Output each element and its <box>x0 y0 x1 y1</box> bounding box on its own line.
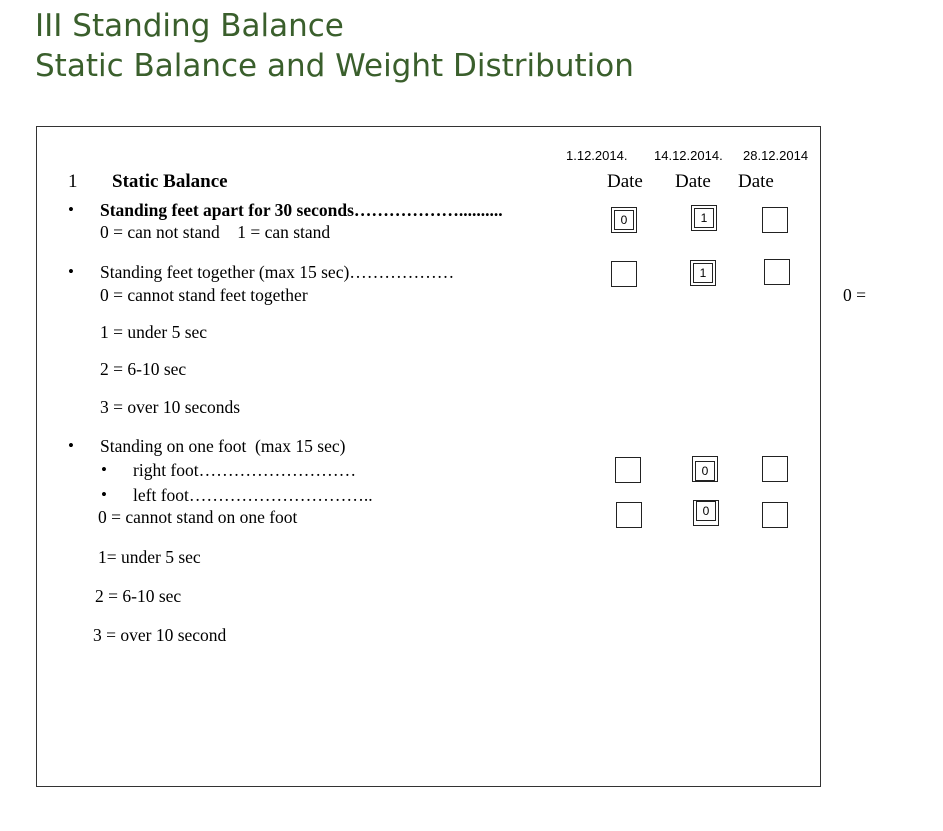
one-foot-scale-0: 0 = cannot stand on one foot <box>98 507 298 527</box>
bullet-feet-apart: • <box>68 200 74 219</box>
one-foot-scale-1: 1= under 5 sec <box>98 547 201 567</box>
score-value: 1 <box>694 208 714 228</box>
one-foot-scale-3: 3 = over 10 second <box>93 625 227 645</box>
feet-together-score-2[interactable] <box>690 260 716 286</box>
feet-together-score-1[interactable] <box>611 261 637 287</box>
date-value-3: 28.12.2014 <box>743 148 809 163</box>
one-foot-label: Standing on one foot (max 15 sec) <box>100 436 346 456</box>
date-value-2: 14.12.2014. <box>654 148 723 163</box>
score-value: 0 <box>696 501 716 521</box>
right-foot-score-1[interactable] <box>615 457 641 483</box>
feet-apart-score-3[interactable] <box>762 207 788 233</box>
right-foot-label: right foot……………………… <box>133 460 357 480</box>
left-foot-score-2[interactable] <box>693 500 719 526</box>
one-foot-scale-2: 2 = 6-10 sec <box>95 586 182 606</box>
left-foot-score-3[interactable] <box>762 502 788 528</box>
feet-together-scale-0: 0 = cannot stand feet together <box>100 285 308 305</box>
feet-together-label: Standing feet together (max 15 sec)……………… <box>100 262 455 282</box>
feet-apart-scale: 0 = can not stand 1 = can stand <box>100 222 331 242</box>
feet-together-scale-2: 2 = 6-10 sec <box>100 359 187 379</box>
feet-apart-score-1[interactable] <box>611 207 637 233</box>
page-title: III Standing Balance <box>35 8 344 44</box>
date-header-3: Date <box>738 171 774 192</box>
bullet-feet-together: • <box>68 262 74 281</box>
date-header-1: Date <box>607 171 643 192</box>
margin-note: 0 = <box>843 285 866 305</box>
score-value: 1 <box>693 263 713 283</box>
right-foot-score-2[interactable] <box>692 456 718 482</box>
feet-together-score-3[interactable] <box>764 259 790 285</box>
section-number: 1 <box>68 171 78 192</box>
feet-apart-label: Standing feet apart for 30 seconds……………….......... <box>100 200 503 220</box>
feet-apart-score-2[interactable] <box>691 205 717 231</box>
left-foot-score-1[interactable] <box>616 502 642 528</box>
date-value-1: 1.12.2014. <box>566 148 628 163</box>
score-value: 0 <box>614 210 634 230</box>
score-value: 0 <box>695 461 715 481</box>
bullet-one-foot: • <box>68 436 74 455</box>
section-title: Static Balance <box>112 171 228 192</box>
date-header-2: Date <box>675 171 711 192</box>
left-foot-label: left foot………………………….. <box>133 485 373 505</box>
bullet-right-foot: • <box>101 460 107 479</box>
feet-together-scale-3: 3 = over 10 seconds <box>100 397 241 417</box>
page-subtitle: Static Balance and Weight Distribution <box>35 48 634 84</box>
bullet-left-foot: • <box>101 485 107 504</box>
right-foot-score-3[interactable] <box>762 456 788 482</box>
feet-together-scale-1: 1 = under 5 sec <box>100 322 208 342</box>
